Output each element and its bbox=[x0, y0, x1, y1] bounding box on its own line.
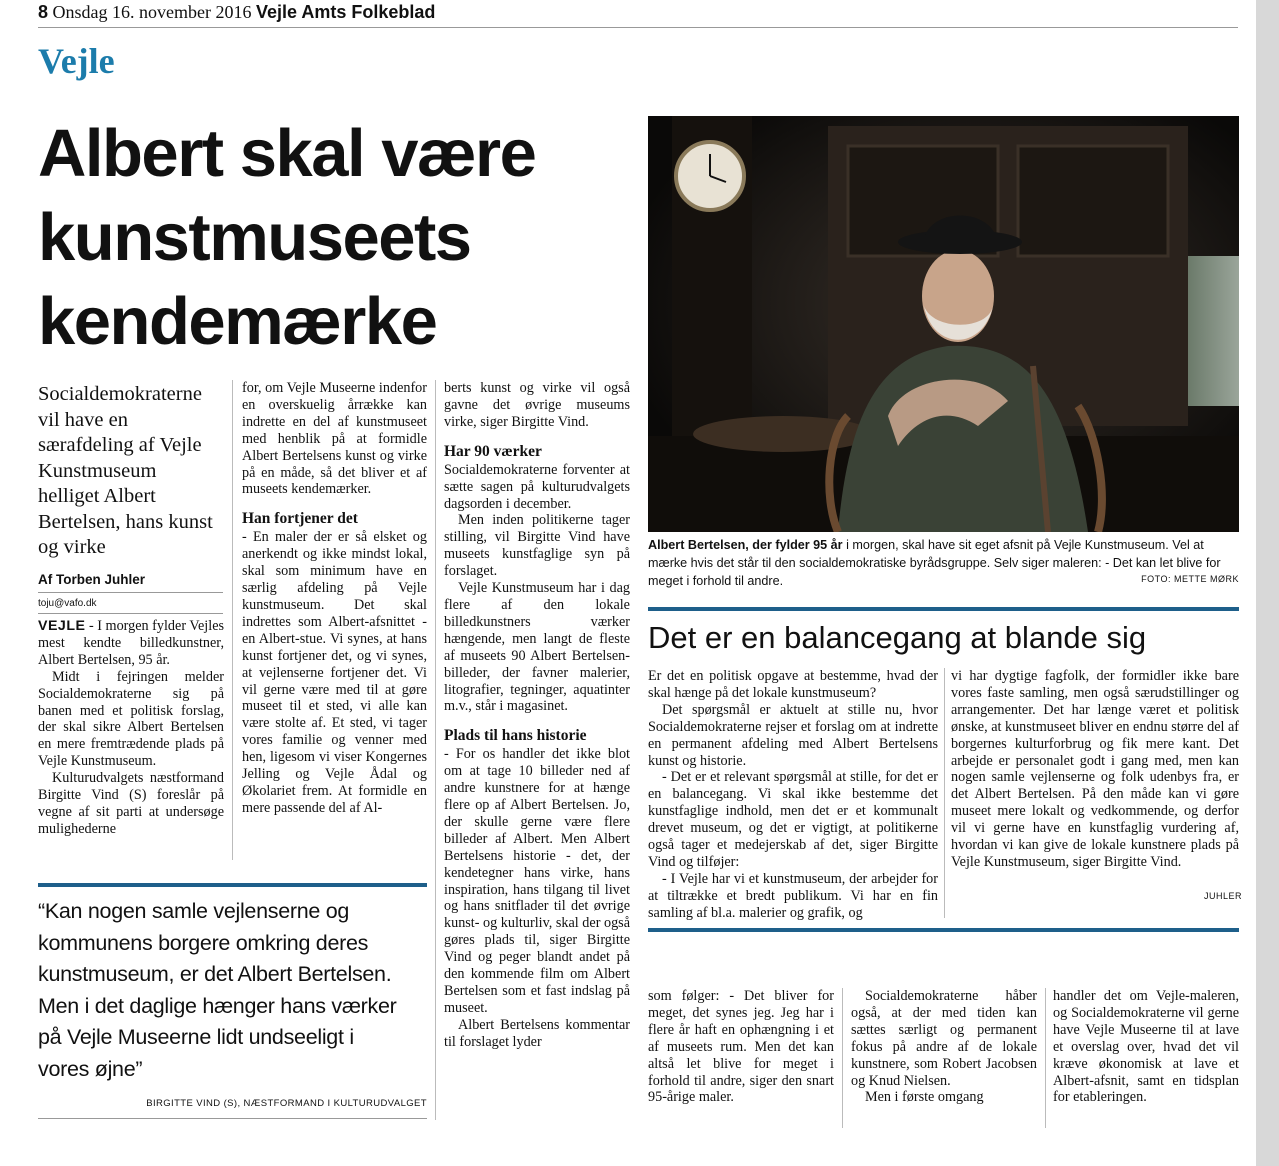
page-header bbox=[38, 2, 435, 24]
paragraph: - I morgen fylder Vejles mest kendte billedkunstner, Albert Bertelsen, 95 år. bbox=[38, 618, 225, 668]
column-rule bbox=[232, 380, 233, 860]
paragraph: Midt i fejringen melder Socialdemokraterne sig på banen med et politisk forslag, der skal sikre Albert Bertelsen en mere fremtrædende plads på Vejle Kunstmuseum. bbox=[38, 668, 224, 770]
page-date: Onsdag 16. november 2016 bbox=[52, 2, 252, 22]
paragraph: for, om Vejle Museerne indenfor en overskuelig årrække kan indrette en del af kunstmuseet med henblik på at formidle Albert Bertelsens kunst og virke på en måde, så det bliver et af museets kendemærker. bbox=[242, 380, 427, 498]
paragraph: vi har dygtige fagfolk, der formidler ikke bare vores faste samling, men også særudstillinger og arrangementer. Det har længe været et politisk ønske, at kunstmuseet bliver en endnu større del af borgernes kulturforbrug og fik mere kant. Det arbejde er personalet godt i gang med, men kan nogen samle vejlenserne og folk udenbys fra, er det Albert Bertelsen. På den måde kan vi gøre museet mere lokalt og vedkommende, og derfor vil vi gerne have en kunstfaglig vurdering af, hvordan vi kan give de lokale kunstnere plads på Vejle Kunstmuseum, siger Birgitte Vind. bbox=[951, 668, 1240, 870]
paragraph: Vejle Kunstmuseum har i dag flere af den lokale billedkunstners værker hængende, men langt de fleste af museets 90 Albert Bertelsen-billeder, der favner malerier, litografier, tegninger, aquatinter m.v., står i magasinet. bbox=[444, 580, 630, 715]
paragraph: - En maler der er så elsket og anerkendt og ikke mindst lokal, skal som minimum have en særlig afdeling på Vejle kunstmuseum. Det skal indrettes som Albert-afsnittet - en Albert-stue. Vi synes, at hans kunst fortjener det, og vi synes, at vejlenserne fortjener det. Vi vil gerne være med til at gøre museet til et sted, vi alle kan være stolte af. Et sted, vi tager vores familie og venner med hen, ligesom vi viser Kongernes Jelling og Vejle Ådal og Økolariet frem. At formidle en mere passende del af Al- bbox=[242, 529, 427, 816]
subheading: Han fortjener det bbox=[242, 510, 358, 528]
column-rule bbox=[435, 380, 436, 1120]
column-rule bbox=[842, 988, 843, 1128]
sidebar-signature: JUHLER bbox=[1204, 891, 1243, 901]
email-rule bbox=[38, 613, 223, 614]
paragraph: Albert Bertelsens kommentar til forslaget lyder bbox=[444, 1016, 630, 1050]
photo-credit: FOTO: METTE MØRK bbox=[1141, 574, 1239, 584]
paragraph: - For os handler det ikke blot om at tage 10 billeder ned af andre kunstnere for at hænge flere op af Albert Bertelsen. Jo, der skulle gerne være flere billeder af Albert. Men Albert Bertelsens historie - det, der kendetegner hans virke, hans inspiration, hans tilgang til livet og hans snitflader til det øvrige kunst- og kulturliv, skal der også gøres plads til, siger Birgitte Vind og peger blandt andet på den kommende film om Albert Bertelsen som et fast indslag på museet. bbox=[444, 746, 630, 1016]
caption-lead: Albert Bertelsen, der fylder 95 år bbox=[648, 538, 843, 552]
byline: Af Torben Juhler bbox=[38, 572, 146, 587]
page-number: 8 bbox=[38, 2, 49, 22]
section-title: Vejle bbox=[38, 41, 115, 81]
author-email: toju@vafo.dk bbox=[38, 598, 97, 609]
headline-line: kendemærke bbox=[38, 284, 437, 359]
paragraph: Men inden politikerne tager stilling, vil Birgitte Vind have museets kunstfaglige syn på forslaget. bbox=[444, 512, 630, 580]
quote-source: BIRGITTE VIND (S), NÆSTFORMAND I KULTURUDVALGET bbox=[146, 1098, 427, 1109]
article-column-1 bbox=[38, 618, 224, 838]
headline-line: Albert skal være bbox=[38, 116, 536, 191]
column-rule bbox=[944, 668, 945, 918]
paragraph: Socialdemokraterne forventer at sætte sagen på kulturudvalgets dagsorden i december. bbox=[444, 461, 630, 512]
quote-top-rule bbox=[38, 883, 427, 887]
headline bbox=[38, 112, 648, 364]
page-edge bbox=[1256, 0, 1279, 1166]
paragraph: Er det en politisk opgave at bestemme, hvad der skal hænge på det lokale kunstmuseum? bbox=[648, 668, 938, 701]
article-column-2 bbox=[242, 380, 427, 817]
paper-name: Vejle Amts Folkeblad bbox=[255, 2, 436, 22]
paragraph: - I Vejle har vi et kunstmuseum, der arbejder for at tiltrække et bredt publikum. Vi har en fin samling af bl.a. malerier og grafik, og bbox=[648, 870, 938, 921]
sidebar-top-rule bbox=[648, 607, 1239, 611]
sidebar-title: Det er en balancegang at blande sig bbox=[648, 620, 1147, 655]
lead-paragraph: Socialdemokraterne vil have en særafdeling af Vejle Kunstmuseum helliget Albert Bertelsen, hans kunst og virke bbox=[38, 383, 213, 558]
sidebar-bottom-rule bbox=[648, 928, 1239, 932]
paragraph: som følger: - Det bliver for meget, det synes jeg. Jeg har i flere år haft en ophængning i et af museets rum. Men det kan altså let blive for meget i forhold til andre, siger den snart 95-årige maler. bbox=[648, 988, 834, 1106]
byline-rule bbox=[38, 592, 223, 593]
portrait-illustration bbox=[648, 116, 1239, 532]
article-column-3 bbox=[444, 380, 630, 1051]
paragraph: Kulturudvalgets næstformand Birgitte Vind (S) foreslår på vegne af sit parti at undersøge mulighederne bbox=[38, 770, 224, 837]
paragraph: Det spørgsmål er aktuelt at stille nu, hvor Socialdemokraterne rejser et forslag om at indrette en permanent afdeling med Albert Bertelsens kunst og historie. bbox=[648, 701, 938, 769]
subheading: Plads til hans historie bbox=[444, 727, 587, 745]
headline-line: kunstmuseets bbox=[38, 200, 471, 275]
paragraph: - Det er et relevant spørgsmål at stille, for det er en balancegang. Vi skal ikke bestemme det kunstfaglige indhold, men det er et kommunalt drevet museum, og det er vigtigt, at politikerne også tager et medejerskab af det, siger Birgitte Vind og tilføjer: bbox=[648, 769, 938, 870]
subheading: Har 90 værker bbox=[444, 442, 542, 460]
paragraph: Socialdemokraterne håber også, at der med tiden kan sættes særligt og permanent fokus på andre af de lokale kunstnere, som Robert Jacobsen og Knud Nielsen. bbox=[851, 988, 1037, 1089]
portrait-photo bbox=[648, 116, 1239, 532]
paragraph: handler det om Vejle-maleren, og Socialdemokraterne vil gerne have Vejle Museerne til at lave et overslag over, hvad det vil kræve økonomisk at lave et Albert-afsnit, samt en tidsplan for etableringen. bbox=[1053, 988, 1239, 1106]
paragraph: berts kunst og virke vil også gavne det øvrige museums virke, siger Birgitte Vind. bbox=[444, 380, 630, 430]
pull-quote: “Kan nogen samle vejlenserne og kommunens borgere omkring deres kunstmuseum, er det Albert Bertelsen. Men i det daglige hænger hans værker på Vejle Museerne lidt undseeligt i vores øjne” bbox=[38, 899, 397, 1081]
article-column-4 bbox=[648, 988, 834, 1106]
sidebar-column-1 bbox=[648, 668, 938, 922]
header-rule bbox=[38, 27, 1238, 28]
article-column-5 bbox=[851, 988, 1037, 1106]
dateline: VEJLE bbox=[38, 618, 86, 634]
paragraph: Men i første omgang bbox=[865, 1089, 984, 1106]
caption-text: i morgen, skal have sit eget afsnit på Vejle Kunstmuseum. Vel at mærke hvis det står til den socialdemokratiske byrådsgruppe. Selv siger maleren: - Det kan let blive for meget i forhold til andre. bbox=[648, 538, 1221, 588]
article-column-6 bbox=[1053, 988, 1239, 1106]
column-rule bbox=[1045, 988, 1046, 1128]
quote-bottom-rule bbox=[38, 1118, 427, 1119]
sidebar-column-2 bbox=[951, 668, 1239, 871]
